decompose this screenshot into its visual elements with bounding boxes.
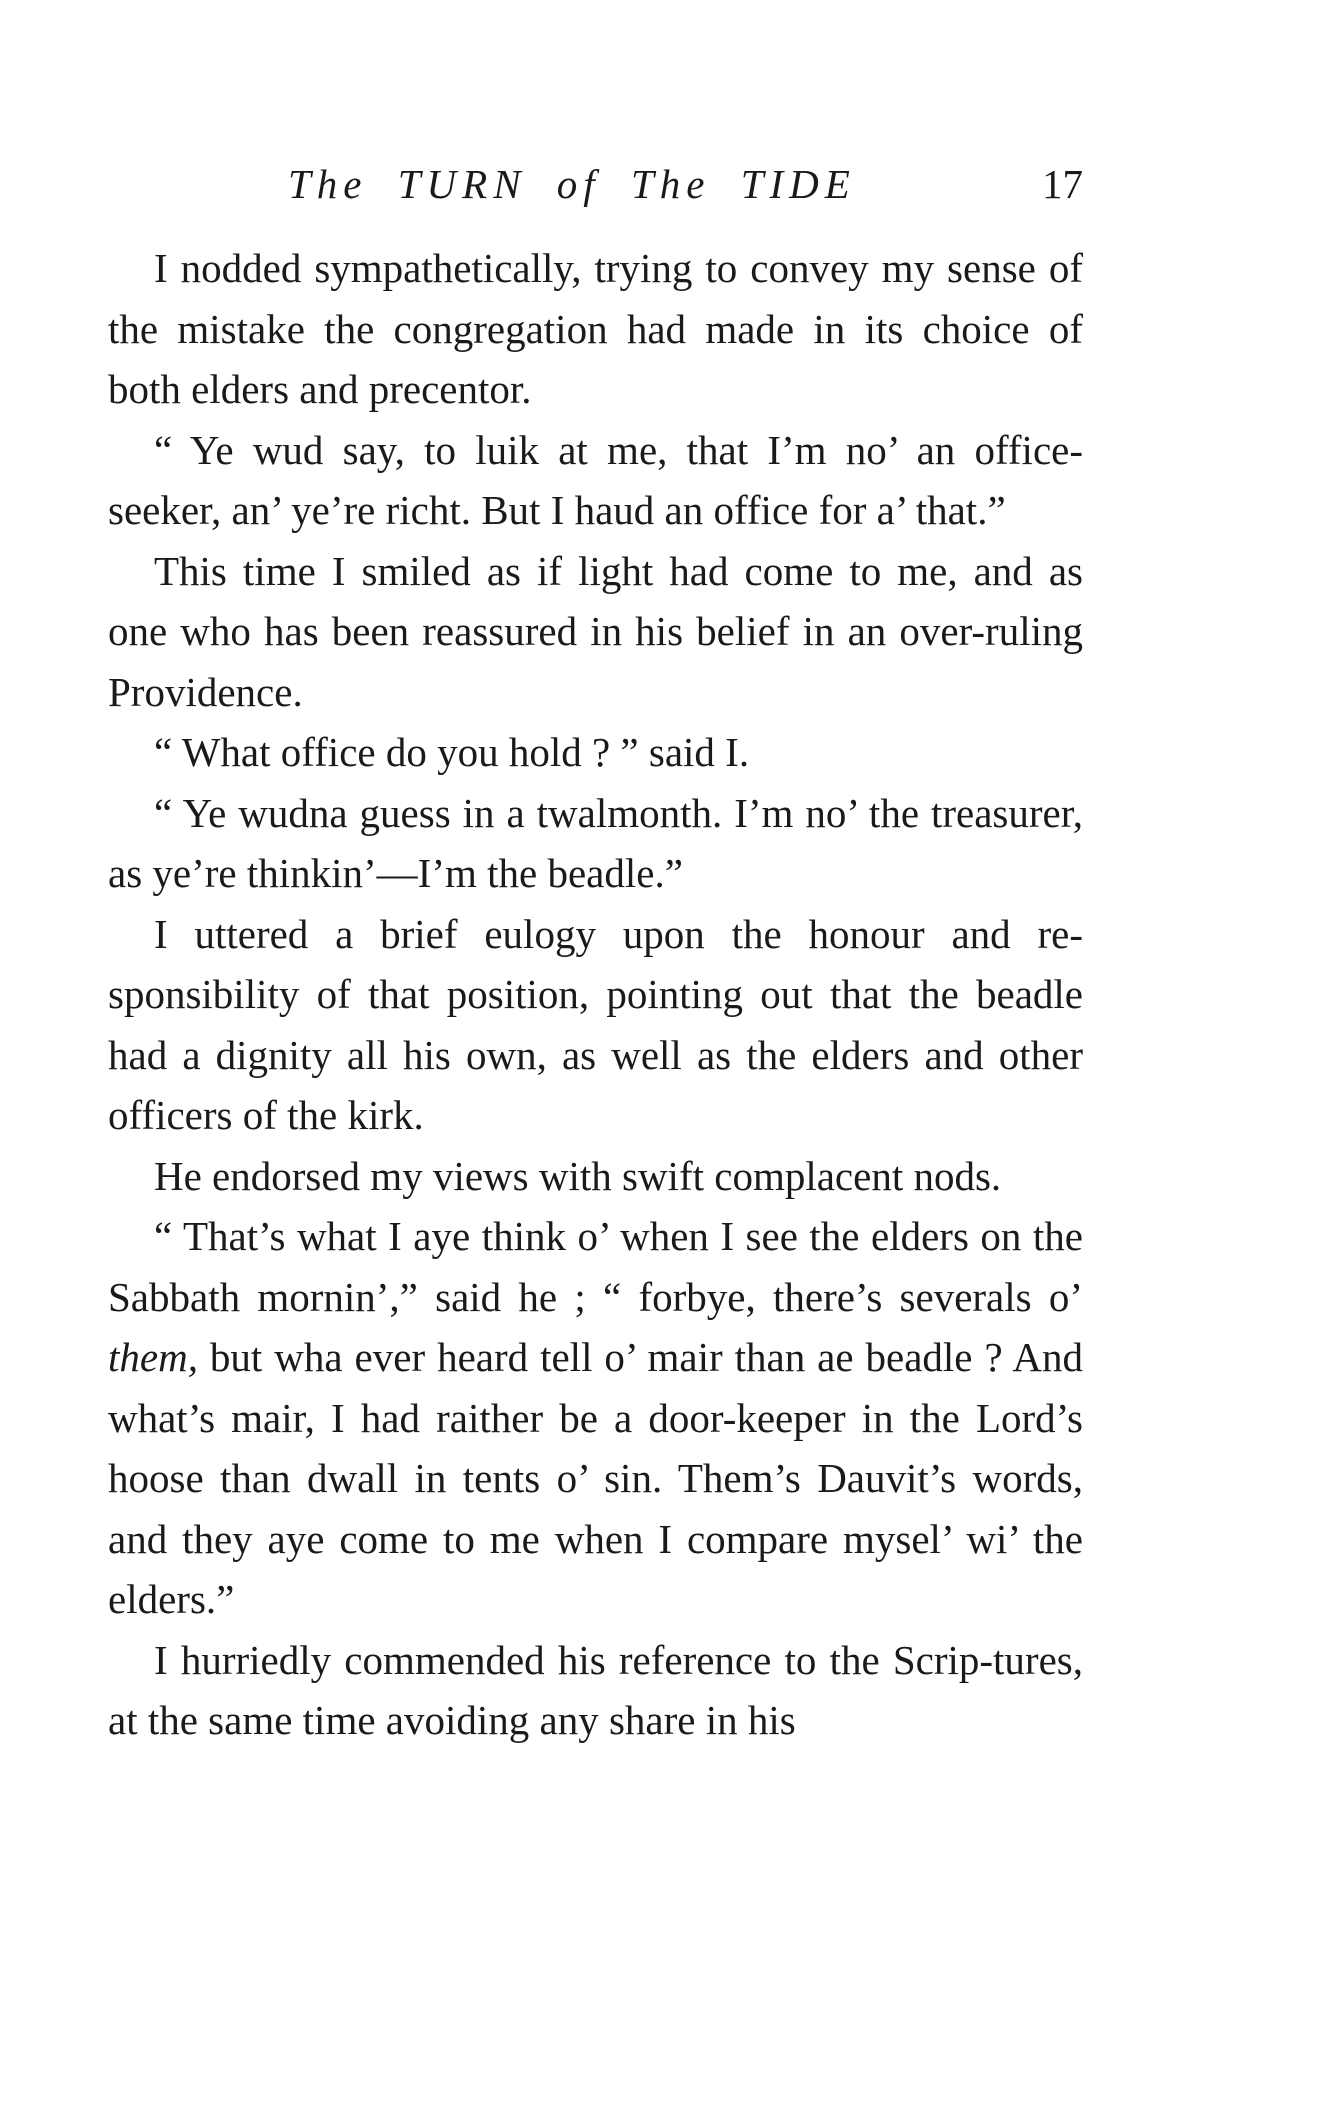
paragraph: “ Ye wudna guess in a twalmonth. I’m no’ the treasurer, as ye’re thinkin’—I’m the beadle.” [108,789,1083,896]
paragraph: “ What office do you hold ? ” said I. [154,729,750,775]
page-header [108,160,1083,220]
running-title: The TURN of The TIDE [288,161,856,207]
paragraph: I uttered a brief eulogy upon the honour and re-sponsibility of that position, pointing out that the beadle had a dignity all his own, as well as the elders and other officers of the kirk. [108,910,1083,1138]
paragraph: I hurriedly commended his reference to the Scrip-tures, at the same time avoiding any share in his [108,1636,1083,1743]
paragraph-text: “ That’s what I aye think o’ when I see the elders on the Sabbath mornin’,” said he ; “ forbye, there’s severals o’ [108,1213,1083,1320]
paragraph: “ Ye wud say, to luik at me, that I’m no’ an office-seeker, an’ ye’re richt. But I haud an office for a’ that.” [108,426,1083,533]
paragraph: I nodded sympathetically, trying to convey my sense of the mistake the congregation had made in its choice of both elders and precentor. [108,245,1083,412]
emphasis-text: them, [108,1334,198,1380]
body-text [108,238,1083,1751]
paragraph: This time I smiled as if light had come to me, and as one who has been reassured in his belief in an over-ruling Providence. [108,547,1083,715]
page-number: 17 [1042,161,1083,207]
paragraph [108,1206,1083,1630]
paragraph-text: but wha ever heard tell o’ mair than ae beadle ? And what’s mair, I had raither be a door-keeper in the Lord’s hoose than dwall in tents o’ sin. Them’s Dauvit’s words, and they aye come to me when I compare mysel’ wi’ the elders.” [108,1334,1083,1622]
paragraph: He endorsed my views with swift complacent nods. [154,1152,1002,1199]
